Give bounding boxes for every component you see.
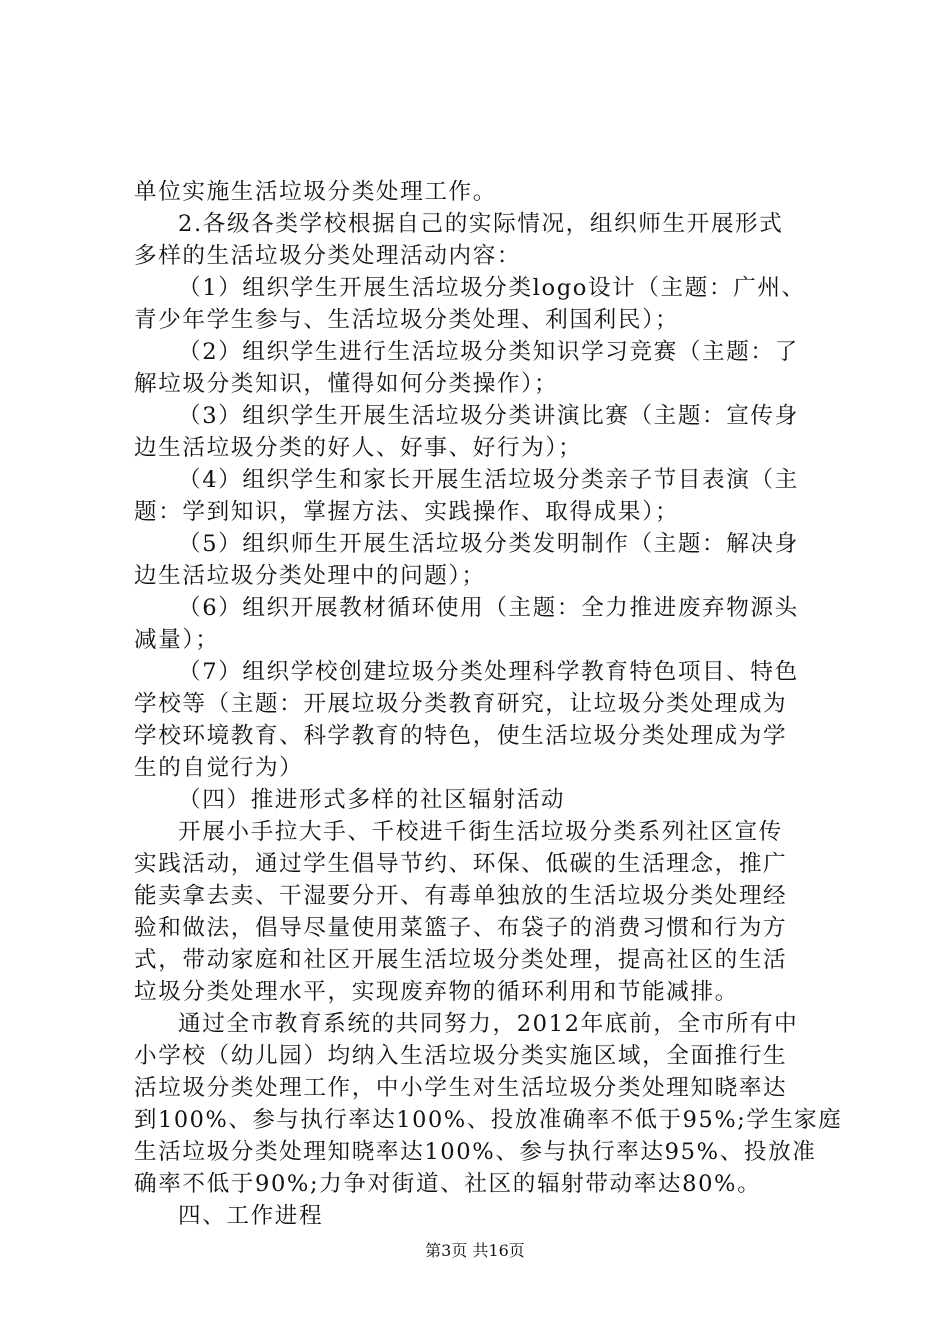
text-line: 边生活垃圾分类处理中的问题）；: [134, 563, 486, 589]
text-line: 确率不低于90%;力争对街道、社区的辐射带动率达80%。: [134, 1171, 762, 1197]
text-line: （7）组织学校创建垃圾分类处理科学教育特色项目、特色: [178, 659, 799, 685]
text-line: 生活垃圾分类处理知晓率达100%、参与执行率达95%、投放准: [134, 1139, 817, 1165]
text-line: 垃圾分类处理水平，实现废弃物的循环利用和节能减排。: [134, 979, 739, 1005]
page-footer: 第3页 共16页: [425, 1241, 525, 1260]
text-line: 能卖拿去卖、干湿要分开、有毒单独放的生活垃圾分类处理经: [134, 883, 788, 909]
text-line: 到100%、参与执行率达100%、投放准确率不低于95%;学生家庭: [134, 1107, 843, 1133]
text-line: 验和做法，倡导尽量使用菜篮子、布袋子的消费习惯和行为方: [134, 915, 788, 941]
text-line: 减量）；: [134, 627, 220, 653]
text-line: 多样的生活垃圾分类处理活动内容：: [134, 243, 522, 269]
text-line: 2.各级各类学校根据自己的实际情况，组织师生开展形式: [178, 211, 784, 237]
text-line: 生的自觉行为）: [134, 755, 304, 781]
text-line: 活垃圾分类处理工作，中小学生对生活垃圾分类处理知晓率达: [134, 1075, 788, 1101]
text-line: 解垃圾分类知识，懂得如何分类操作）；: [134, 371, 559, 397]
text-line: （1）组织学生开展生活垃圾分类logo设计（主题：广州、: [178, 275, 806, 301]
text-line: 单位实施生活垃圾分类处理工作。: [134, 179, 497, 205]
text-line: 小学校（幼儿园）均纳入生活垃圾分类实施区域，全面推行生: [134, 1043, 788, 1069]
text-line: 学校等（主题：开展垃圾分类教育研究，让垃圾分类处理成为: [134, 691, 788, 717]
text-line: 实践活动，通过学生倡导节约、环保、低碳的生活理念，推广: [134, 851, 788, 877]
section-heading: 四、工作进程: [178, 1203, 324, 1229]
text-line: 边生活垃圾分类的好人、好事、好行为）；: [134, 435, 583, 461]
text-line: 通过全市教育系统的共同努力，2012年底前，全市所有中: [178, 1011, 799, 1037]
text-line: 题：学到知识，掌握方法、实践操作、取得成果）；: [134, 499, 680, 525]
section-heading: （四）推进形式多样的社区辐射活动: [178, 787, 566, 813]
text-line: 开展小手拉大手、千校进千街生活垃圾分类系列社区宣传: [178, 819, 783, 845]
text-line: （4）组织学生和家长开展生活垃圾分类亲子节目表演（主: [178, 467, 799, 493]
text-line: 学校环境教育、科学教育的特色，使生活垃圾分类处理成为学: [134, 723, 788, 749]
text-line: 青少年学生参与、生活垃圾分类处理、利国利民）；: [134, 307, 680, 333]
text-line: （5）组织师生开展生活垃圾分类发明制作（主题：解决身: [178, 531, 799, 557]
text-line: 式，带动家庭和社区开展生活垃圾分类处理，提高社区的生活: [134, 947, 788, 973]
text-line: （6）组织开展教材循环使用（主题：全力推进废弃物源头: [178, 595, 799, 621]
text-line: （3）组织学生开展生活垃圾分类讲演比赛（主题：宣传身: [178, 403, 799, 429]
text-line: （2）组织学生进行生活垃圾分类知识学习竞赛（主题：了: [178, 339, 799, 365]
